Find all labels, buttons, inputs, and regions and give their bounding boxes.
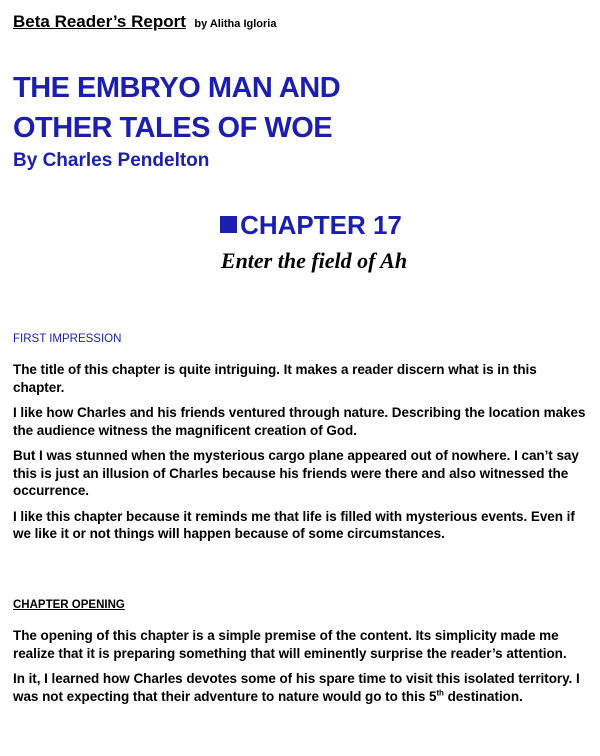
chapter-subtitle: Enter the field of Ah (220, 248, 408, 273)
first-impression-paragraph: I like this chapter because it reminds me that life is filled with mysterious events. Even if we like it or not things will happen because of some circumstances. (13, 508, 575, 541)
report-title: Beta Reader’s Report (13, 12, 186, 31)
book-title-line-2: OTHER TALES OF WOE (13, 112, 333, 144)
chapter-heading-text: CHAPTER 17 (240, 210, 402, 240)
book-title (13, 68, 340, 148)
paragraph-text-end: destination. (443, 688, 523, 704)
first-impression-section (13, 361, 591, 551)
first-impression-paragraph: I like how Charles and his friends ventured through nature. Describing the location makes the audience witness the magnificent creation of God. (13, 405, 586, 438)
ordinal-suffix: th (436, 688, 444, 697)
chapter-opening-paragraph: The opening of this chapter is a simple premise of the content. Its simplicity made me realize that it is preparing something that will eminently surprise the reader’s attention. (13, 628, 567, 661)
paragraph-text: In it, I learned how Charles devotes some of his spare time to visit this isolated territory. I was not expecting that their adventure to nature would go to this 5 (13, 671, 580, 704)
book-title-line-1: THE EMBRYO MAN AND (13, 72, 341, 104)
first-impression-label: FIRST IMPRESSION (13, 333, 122, 345)
chapter-heading (0, 210, 600, 241)
first-impression-paragraph: But I was stunned when the mysterious cargo plane appeared out of nowhere. I can’t say this is just an illusion of Charles because his friends were there and also witnessed the occurrence. (13, 448, 579, 498)
square-bullet-icon (220, 216, 237, 233)
first-impression-paragraph: The title of this chapter is quite intriguing. It makes a reader discern what is in this chapter. (13, 362, 537, 395)
chapter-opening-paragraph-last (13, 670, 591, 705)
report-header (13, 12, 276, 32)
report-author-credit: by Alitha Igloria (194, 18, 277, 30)
chapter-opening-section (13, 627, 591, 713)
book-author: By Charles Pendelton (13, 150, 210, 171)
chapter-opening-label: CHAPTER OPENING (13, 599, 125, 611)
